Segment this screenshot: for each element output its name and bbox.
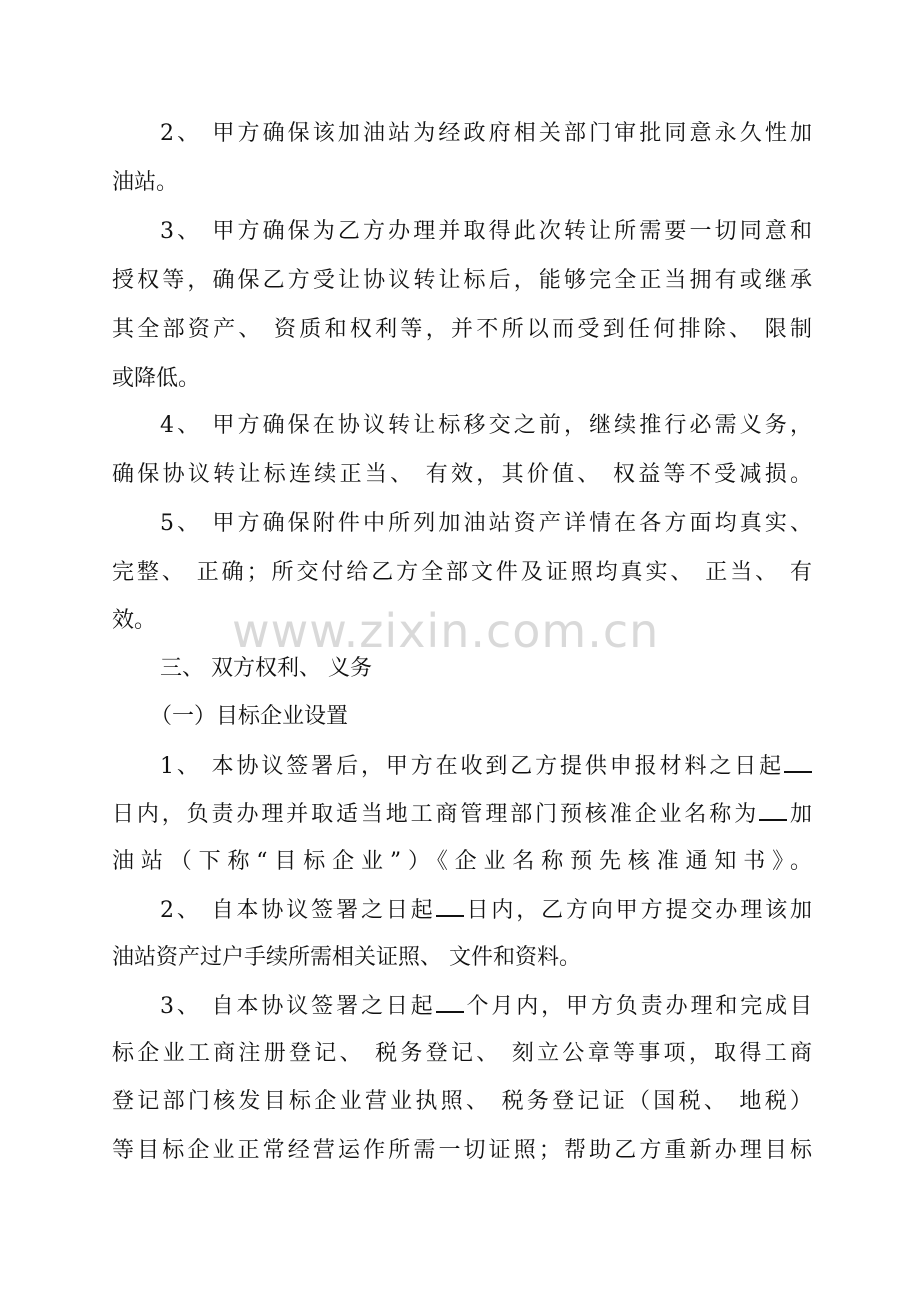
line-text: 加 [787,802,812,827]
paragraph-line [160,895,812,926]
paragraph-line: 或降低。 [112,366,201,391]
subsection-heading: （一）目标企业设置 [150,704,349,729]
line-text: 日内，负责办理并取适当地工商管理部门预核准企业名称为 [112,802,760,827]
paragraph-line: 其全部资产、 资质和权利等，并不所以而受到任何排除、 限制 [112,317,812,342]
paragraph-line: 效。 [112,608,157,633]
fill-blank [436,991,464,1013]
paragraph-line: 2、 甲方确保该加油站为经政府相关部门审批同意永久性加 [160,121,812,146]
watermark: www.zixin.com.cn [232,604,660,658]
paragraph-line [112,799,812,830]
paragraph-line: 油站（下称“目标企业”）《企业名称预先核准通知书》。 [112,849,812,874]
fill-blank [784,751,812,773]
paragraph-line [160,991,812,1022]
paragraph-line [160,751,812,782]
paragraph-line: 登记部门核发目标企业营业执照、 税务登记证（国税、 地税） [112,1089,812,1114]
paragraph-line: 3、 甲方确保为乙方办理并取得此次转让所需要一切同意和 [160,219,812,244]
paragraph-line: 授权等，确保乙方受让协议转让标后，能够完全正当拥有或继承 [112,268,812,293]
paragraph-line: 4、 甲方确保在协议转让标移交之前，继续推行必需义务， [160,413,812,438]
paragraph-line: 完整、 正确；所交付给乙方全部文件及证照均真实、 正当、 有 [112,560,812,585]
line-text: 1、 本协议签署后，甲方在收到乙方提供申报材料之日起 [160,754,784,779]
fill-blank [436,895,464,917]
paragraph-line: 确保协议转让标连续正当、 有效，其价值、 权益等不受减损。 [112,462,812,487]
line-text: 3、 自本协议签署之日起 [160,994,436,1019]
paragraph-line: 标企业工商注册登记、 税务登记、 刻立公章等事项，取得工商 [112,1041,812,1066]
fill-blank [759,799,787,821]
paragraph-line: 等目标企业正常经营运作所需一切证照；帮助乙方重新办理目标 [112,1138,812,1163]
line-text: 个月内，甲方负责办理和完成目 [463,994,812,1019]
line-text: 2、 自本协议签署之日起 [160,898,436,923]
section-heading: 三、 双方权利、 义务 [160,656,372,681]
line-text: 日内，乙方向甲方提交办理该加 [463,898,812,923]
paragraph-line: 油站。 [112,170,179,195]
paragraph-line: 油站资产过户手续所需相关证照、 文件和资料。 [112,945,581,970]
paragraph-line: 5、 甲方确保附件中所列加油站资产详情在各方面均真实、 [160,511,812,536]
